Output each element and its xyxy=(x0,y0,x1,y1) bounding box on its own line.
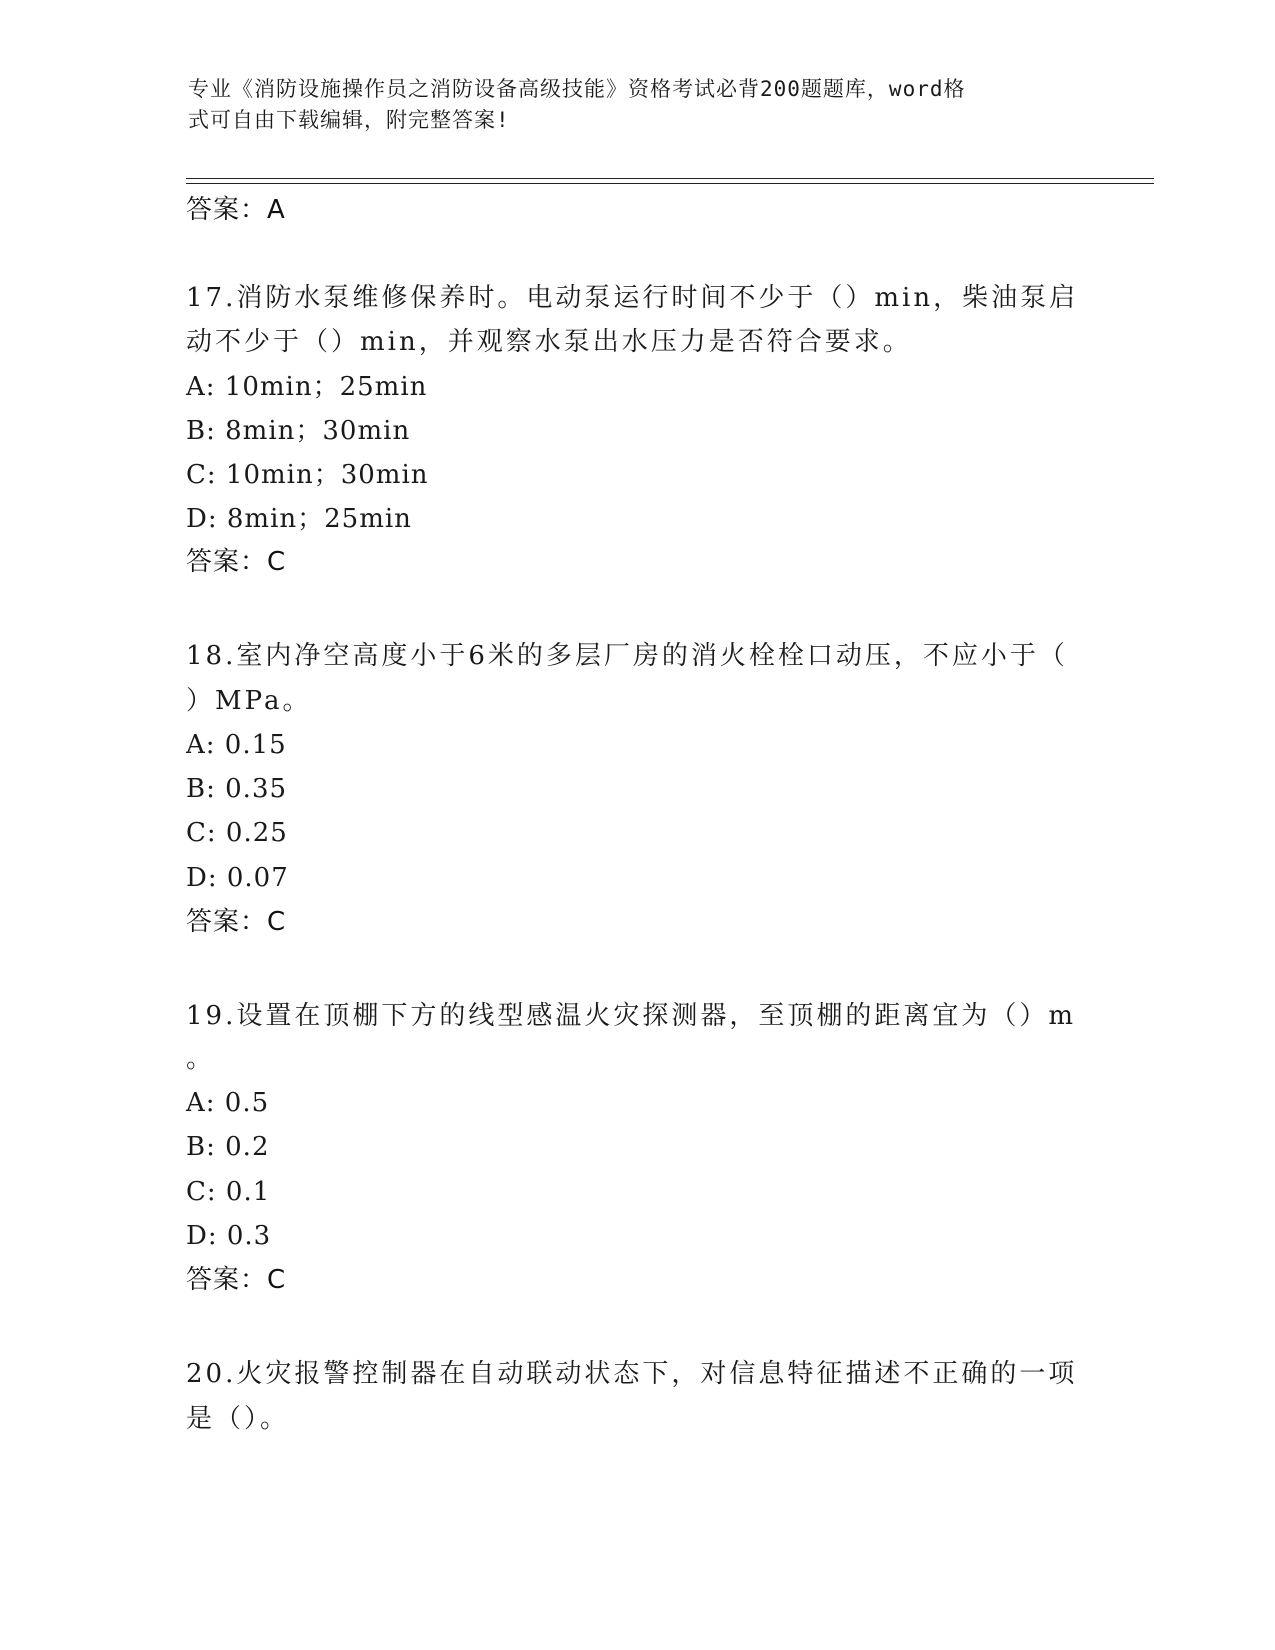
question-17-line-1: 17.消防水泵维修保养时。电动泵运行时间不少于（）min，柴油泵启 xyxy=(186,283,1079,313)
header-line-2: 式可自由下载编辑，附完整答案! xyxy=(188,108,510,132)
question-19-option-c: C: 0.1 xyxy=(186,1177,271,1207)
question-18-option-a: A: 0.15 xyxy=(186,730,287,760)
question-17-option-c: C: 10min；30min xyxy=(186,460,429,490)
question-17-line-2: 动不少于（）min，并观察水泵出水压力是否符合要求。 xyxy=(186,327,912,357)
question-18-option-b: B: 0.35 xyxy=(186,774,288,804)
header-divider-top xyxy=(186,178,1154,179)
question-17-answer: 答案：C xyxy=(186,547,287,577)
question-19-line-2: 。 xyxy=(186,1044,216,1074)
question-19-line-1: 19.设置在顶棚下方的线型感温火灾探测器，至顶棚的距离宜为（）m xyxy=(186,1001,1077,1031)
question-17-option-a: A: 10min；25min xyxy=(186,372,428,402)
question-18-line-1: 18.室内净空高度小于6米的多层厂房的消火栓栓口动压，不应小于（ xyxy=(186,641,1068,671)
question-19-option-a: A: 0.5 xyxy=(186,1088,270,1118)
question-18-option-c: C: 0.25 xyxy=(186,818,288,848)
question-18-option-d: D: 0.07 xyxy=(186,863,289,893)
question-18-line-2: ）MPa。 xyxy=(186,686,312,716)
question-20-line-1: 20.火灾报警控制器在自动联动状态下，对信息特征描述不正确的一项 xyxy=(186,1359,1078,1389)
previous-answer: 答案：A xyxy=(186,195,286,225)
question-17-option-b: B: 8min；30min xyxy=(186,416,411,446)
question-18-answer: 答案：C xyxy=(186,907,287,937)
question-20-line-2: 是（）。 xyxy=(186,1404,290,1434)
question-17-option-d: D: 8min；25min xyxy=(186,504,412,534)
header-line-1: 专业《消防设施操作员之消防设备高级技能》资格考试必背200题题库，word格 xyxy=(188,77,966,101)
page-header xyxy=(188,74,1068,136)
question-19-answer: 答案：C xyxy=(186,1265,287,1295)
question-19-option-b: B: 0.2 xyxy=(186,1132,270,1162)
question-19-option-d: D: 0.3 xyxy=(186,1221,272,1251)
header-divider-bottom xyxy=(186,183,1154,184)
